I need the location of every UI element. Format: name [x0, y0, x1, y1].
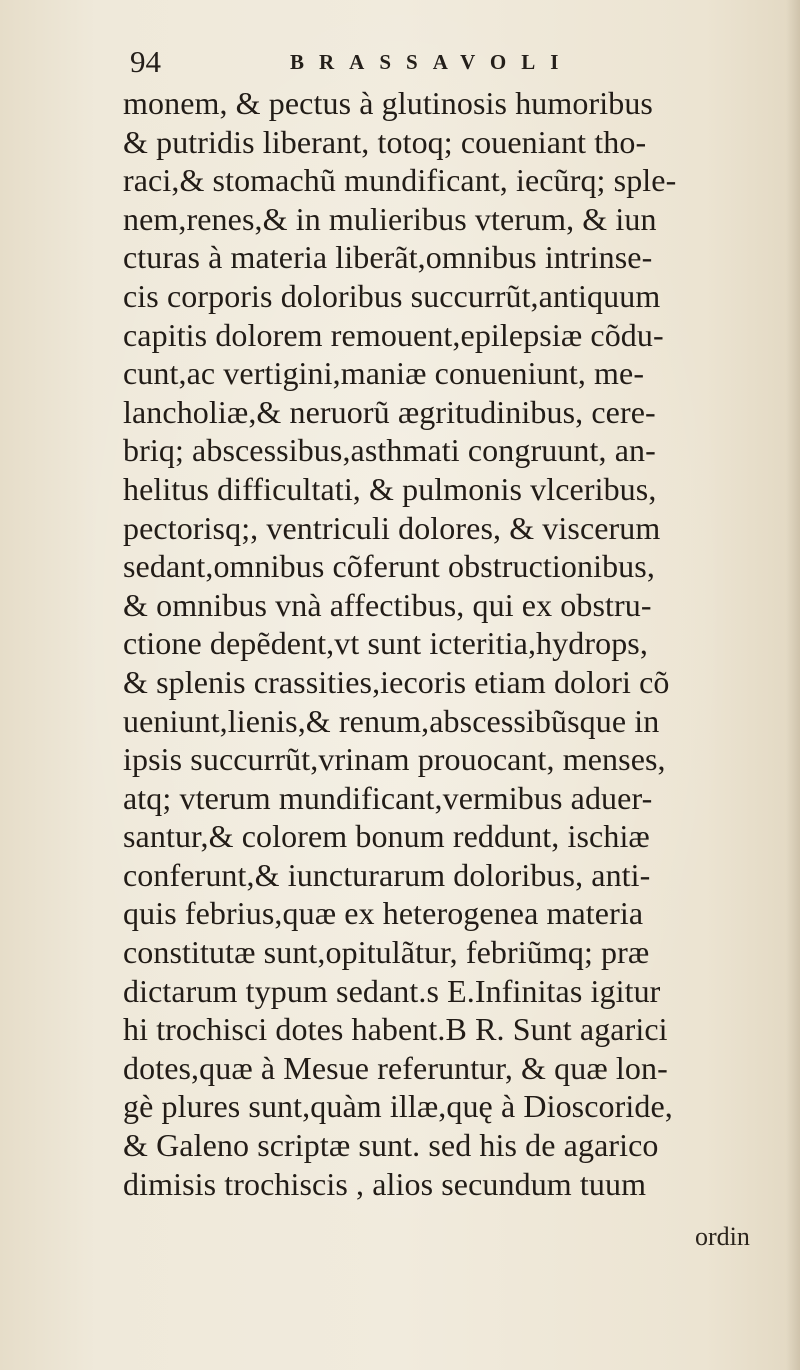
text-line: conferunt,& iuncturarum doloribus, anti-	[123, 856, 651, 893]
text-line: pectorisq;, ventriculi dolores, & viscerum	[123, 509, 661, 546]
text-line: raci,& stomachũ mundificant, iecũrq; sple-	[123, 162, 677, 199]
text-line: lancholiæ,& neruorũ ægritudinibus, cere-	[123, 393, 656, 430]
catchword: ordin	[695, 1222, 750, 1251]
text-line: ctione depẽdent,vt sunt icteritia,hydrops,	[123, 625, 648, 662]
text-line: cis corporis doloribus succurrũt,antiquum	[123, 277, 661, 314]
text-line: briq; abscessibus,asthmati congruunt, an-	[123, 432, 656, 469]
text-line: & splenis crassities,iecoris etiam dolori cõ	[123, 663, 670, 700]
text-line: & omnibus vnà affectibus, qui ex obstru-	[123, 586, 652, 623]
text-line: dictarum typum sedant.s E.Infinitas igitur	[123, 972, 661, 1009]
text-line: dimisis trochiscis , alios secundum tuum	[123, 1165, 647, 1202]
body-text	[123, 84, 773, 1203]
page-edge-shadow	[786, 0, 800, 1370]
text-line: ueniunt,lienis,& renum,abscessibũsque in	[123, 702, 660, 739]
text-line: & putridis liberant, totoq; coueniant tho-	[123, 123, 647, 160]
text-line: constitutæ sunt,opitulãtur, febriũmq; præ	[123, 934, 650, 971]
text-line: sedant,omnibus cõferunt obstructionibus,	[123, 548, 655, 585]
text-line: cturas à materia liberãt,omnibus intrinse-	[123, 239, 653, 276]
page-number: 94	[130, 44, 161, 79]
text-line: santur,& colorem bonum reddunt, ischiæ	[123, 818, 650, 855]
running-head: BRASSAVOLI	[290, 50, 574, 74]
text-line: helitus difficultati, & pulmonis vlceribus,	[123, 470, 657, 507]
text-line: monem, & pectus à glutinosis humoribus	[123, 85, 653, 121]
text-line: nem,renes,& in mulieribus vterum, & iun	[123, 200, 657, 237]
text-line: hi trochisci dotes habent.B R. Sunt agarici	[123, 1011, 668, 1048]
text-line: atq; vterum mundificant,vermibus aduer-	[123, 779, 653, 816]
text-line: gè plures sunt,quàm illæ,quę à Dioscoride,	[123, 1088, 673, 1125]
page-header	[130, 42, 630, 82]
text-line: & Galeno scriptæ sunt. sed his de agarico	[123, 1127, 659, 1164]
text-line: cunt,ac vertigini,maniæ conueniunt, me-	[123, 355, 645, 392]
text-line: ipsis succurrũt,vrinam prouocant, menses,	[123, 741, 666, 778]
text-line: dotes,quæ à Mesue referuntur, & quæ lon-	[123, 1049, 668, 1086]
text-line: quis febrius,quæ ex heterogenea materia	[123, 895, 644, 932]
text-line: capitis dolorem remouent,epilepsiæ cõdu-	[123, 316, 664, 353]
